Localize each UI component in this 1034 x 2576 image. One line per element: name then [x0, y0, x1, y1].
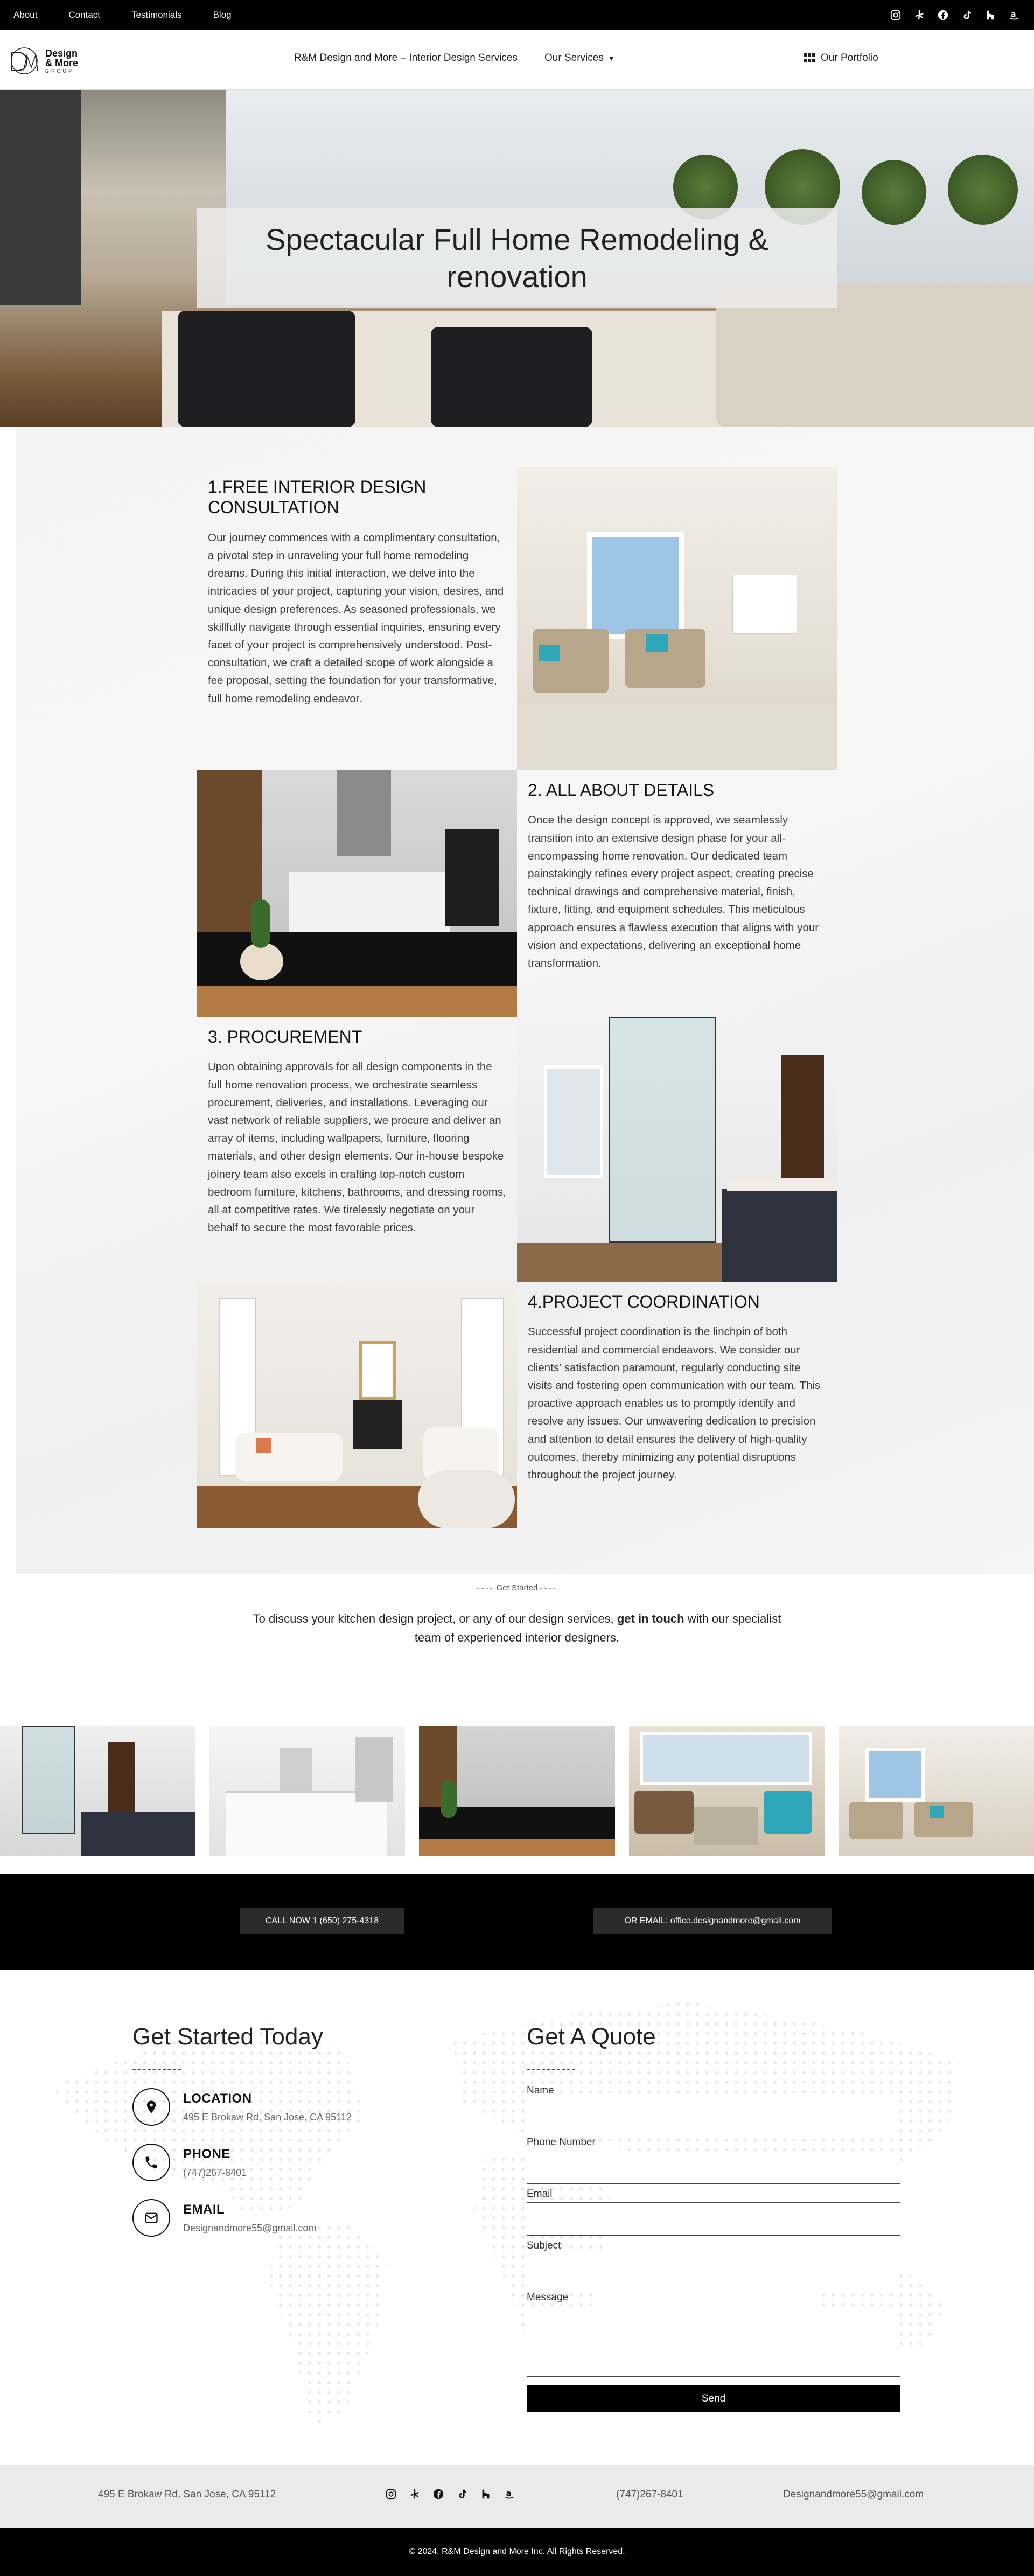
grid-icon	[804, 53, 815, 63]
logo[interactable]	[8, 46, 78, 76]
subject-field[interactable]	[527, 2254, 900, 2287]
social-links	[889, 9, 1021, 22]
instagram-icon[interactable]	[385, 2488, 397, 2501]
get-started-eyebrow	[0, 1583, 1034, 1593]
email-button[interactable]: OR EMAIL: office.designandmore@gmail.com	[593, 1908, 832, 1934]
hero-banner	[0, 90, 1034, 427]
gallery-image-kitchen-dark[interactable]	[419, 1726, 614, 1856]
svg-text:a: a	[506, 2489, 512, 2498]
email-label: EMAIL	[183, 2202, 225, 2217]
step-1	[197, 477, 517, 708]
tiktok-icon[interactable]	[960, 9, 973, 22]
portfolio-label: Our Portfolio	[821, 52, 878, 64]
step-4-title: 4.PROJECT COORDINATION	[528, 1292, 760, 1311]
envelope-icon	[132, 2199, 170, 2237]
gallery-image-kitchen-white[interactable]	[209, 1726, 405, 1856]
step-2-body: Once the design concept is approved, we seamlessly transition into an extensive design phase for your all-encompassing home renovation. Our dedicated team painstakingly refines every project aspect, creating precise technical drawings and comprehensive material, finish, fixture, fitting, and equipment schedules. This meticulous approach ensures a flawless execution that aligns with your vision and expectations, delivering an exceptional home transformation.	[528, 814, 819, 970]
nav-item-services[interactable]	[544, 52, 615, 64]
svg-text:a: a	[1010, 10, 1016, 19]
call-now-button[interactable]: CALL NOW 1 (650) 275-4318	[240, 1908, 404, 1934]
hero-title-box	[197, 208, 837, 308]
yelp-icon[interactable]	[913, 9, 926, 22]
logo-line-3: GROUP	[45, 68, 74, 74]
step-1-photo	[517, 467, 837, 770]
footer-phone[interactable]: (747)267-8401	[616, 2489, 683, 2500]
get-started-underline	[132, 2069, 181, 2070]
step-2-title: 2. ALL ABOUT DETAILS	[528, 780, 715, 800]
footer-address: 495 E Brokaw Rd, San Jose, CA 95112	[98, 2489, 276, 2500]
top-bar	[0, 0, 1034, 30]
step-4	[517, 1292, 837, 1484]
top-links	[13, 10, 232, 20]
main-nav	[294, 52, 615, 64]
email-field[interactable]	[527, 2202, 900, 2236]
dash-left: ----	[477, 1583, 494, 1593]
step-3-photo	[517, 1017, 837, 1282]
top-link-blog[interactable]: Blog	[213, 9, 232, 20]
quote-title: Get A Quote	[527, 2023, 656, 2050]
cta-text-c: with our specialist team of experienced interior designers.	[414, 1612, 781, 1645]
gallery-strip	[0, 1726, 1034, 1856]
location-pin-icon	[132, 2088, 170, 2126]
tiktok-icon[interactable]	[456, 2488, 469, 2501]
step-4-body: Successful project coordination is the linchpin of both residential and commercial endeavors. We consider our clients' satisfaction paramount, regularly conducting site visits and fostering open communication with our team. This proactive approach enables us to promptly identify and resolve any issues. Our unwavering dedication to precision and attention to detail ensures the delivery of high-quality outcomes, thereby minimizing any potential disruptions throughout the project journey.	[528, 1325, 821, 1482]
logo-line-2: & More	[45, 57, 79, 68]
amazon-icon[interactable]	[503, 2488, 516, 2501]
copyright-text: © 2024, R&M Design and More Inc. All Rights Reserved.	[409, 2547, 625, 2556]
nav-item-home[interactable]: R&M Design and More – Interior Design Services	[294, 52, 518, 64]
message-textarea[interactable]	[527, 2306, 900, 2377]
step-4-photo	[197, 1282, 517, 1528]
houzz-icon[interactable]	[984, 9, 997, 22]
footer-email[interactable]: Designandmore55@gmail.com	[783, 2489, 924, 2500]
facebook-icon[interactable]	[432, 2488, 445, 2501]
top-link-testimonials[interactable]: Testimonials	[131, 9, 182, 20]
gallery-image-family-room[interactable]	[839, 1726, 1034, 1856]
portfolio-link[interactable]	[804, 52, 878, 64]
step-2	[517, 780, 837, 972]
contact-band	[0, 1874, 1034, 1970]
name-field[interactable]	[527, 2099, 900, 2132]
top-link-about[interactable]: About	[13, 9, 38, 20]
get-started-title: Get Started Today	[132, 2023, 323, 2050]
step-3	[197, 1027, 517, 1237]
site-footer	[0, 2465, 1034, 2528]
gallery-image-living-room[interactable]	[629, 1726, 825, 1856]
top-link-contact[interactable]: Contact	[68, 9, 101, 20]
send-button[interactable]: Send	[527, 2385, 900, 2412]
phone-number-field[interactable]	[527, 2151, 900, 2184]
instagram-icon[interactable]	[889, 9, 902, 22]
phone-value: (747)267-8401	[183, 2167, 247, 2178]
copyright-bar	[0, 2528, 1034, 2576]
nav-services-label: Our Services	[544, 52, 604, 64]
amazon-icon[interactable]	[1008, 9, 1021, 22]
houzz-icon[interactable]	[479, 2488, 492, 2501]
info-location	[132, 2088, 352, 2126]
step-3-title: 3. PROCUREMENT	[208, 1027, 362, 1046]
info-email	[132, 2199, 316, 2237]
step-1-title: 1.FREE INTERIOR DESIGN CONSULTATION	[208, 477, 427, 518]
cta-text-a: To discuss your kitchen design project, or any of our design services,	[253, 1612, 617, 1625]
logo-mark-icon	[8, 46, 41, 76]
hero-title: Spectacular Full Home Remodeling & renovation	[266, 222, 768, 294]
step-2-photo	[197, 770, 517, 1017]
location-value: 495 E Brokaw Rd, San Jose, CA 95112	[183, 2111, 352, 2123]
facebook-icon[interactable]	[937, 9, 949, 22]
phone-icon	[132, 2144, 170, 2181]
gallery-image-bathroom[interactable]	[0, 1726, 195, 1856]
chevron-down-icon: ▼	[607, 54, 615, 62]
yelp-icon[interactable]	[408, 2488, 421, 2501]
subject-label: Subject	[527, 2240, 561, 2251]
get-started-label: Get Started	[496, 1583, 538, 1593]
email-field-label: Email	[527, 2188, 553, 2200]
logo-text	[45, 48, 78, 74]
site-header	[0, 30, 1034, 90]
dash-right: ----	[540, 1583, 557, 1593]
cta-text	[248, 1609, 786, 1647]
name-label: Name	[527, 2085, 554, 2096]
phone-label: PHONE	[183, 2146, 230, 2161]
contact-section	[0, 1970, 1034, 2465]
logo-line-1: Design	[45, 47, 78, 59]
step-3-body: Upon obtaining approvals for all design components in the full home renovation process, we orchestrate seamless procurement, deliveries, and installations. Leveraging our vast network of reliable suppliers, we procure and deliver an array of items, including wallpapers, furniture, flooring materials, and other design elements. Our in-house bespoke joinery team also excels in crafting top-notch custom bedroom furniture, kitchens, bathrooms, and dressing rooms, all at competitive rates. We tirelessly negotiate on your behalf to secure the most favorable prices.	[208, 1060, 506, 1234]
footer-social-links	[385, 2488, 516, 2501]
phone-number-label: Phone Number	[527, 2137, 596, 2148]
info-phone	[132, 2144, 247, 2181]
quote-underline	[527, 2069, 575, 2070]
step-1-body: Our journey commences with a complimentary consultation, a pivotal step in unraveling your full home remodeling dreams. During this initial interaction, we delve into the intricacies of your project, capturing your vision, desires, and unique design preferences. As seasoned professionals, we skillfully navigate through essential inquiries, ensuring every facet of your project is comprehensively understood. Post-consultation, we craft a detailed scope of work alongside a fee proposal, setting the foundation for your transformative, full home remodeling endeavor.	[208, 531, 504, 705]
location-label: LOCATION	[183, 2091, 252, 2106]
cta-get-in-touch-link[interactable]: get in touch	[617, 1612, 684, 1625]
email-value: Designandmore55@gmail.com	[183, 2222, 317, 2233]
message-label: Message	[527, 2292, 569, 2303]
